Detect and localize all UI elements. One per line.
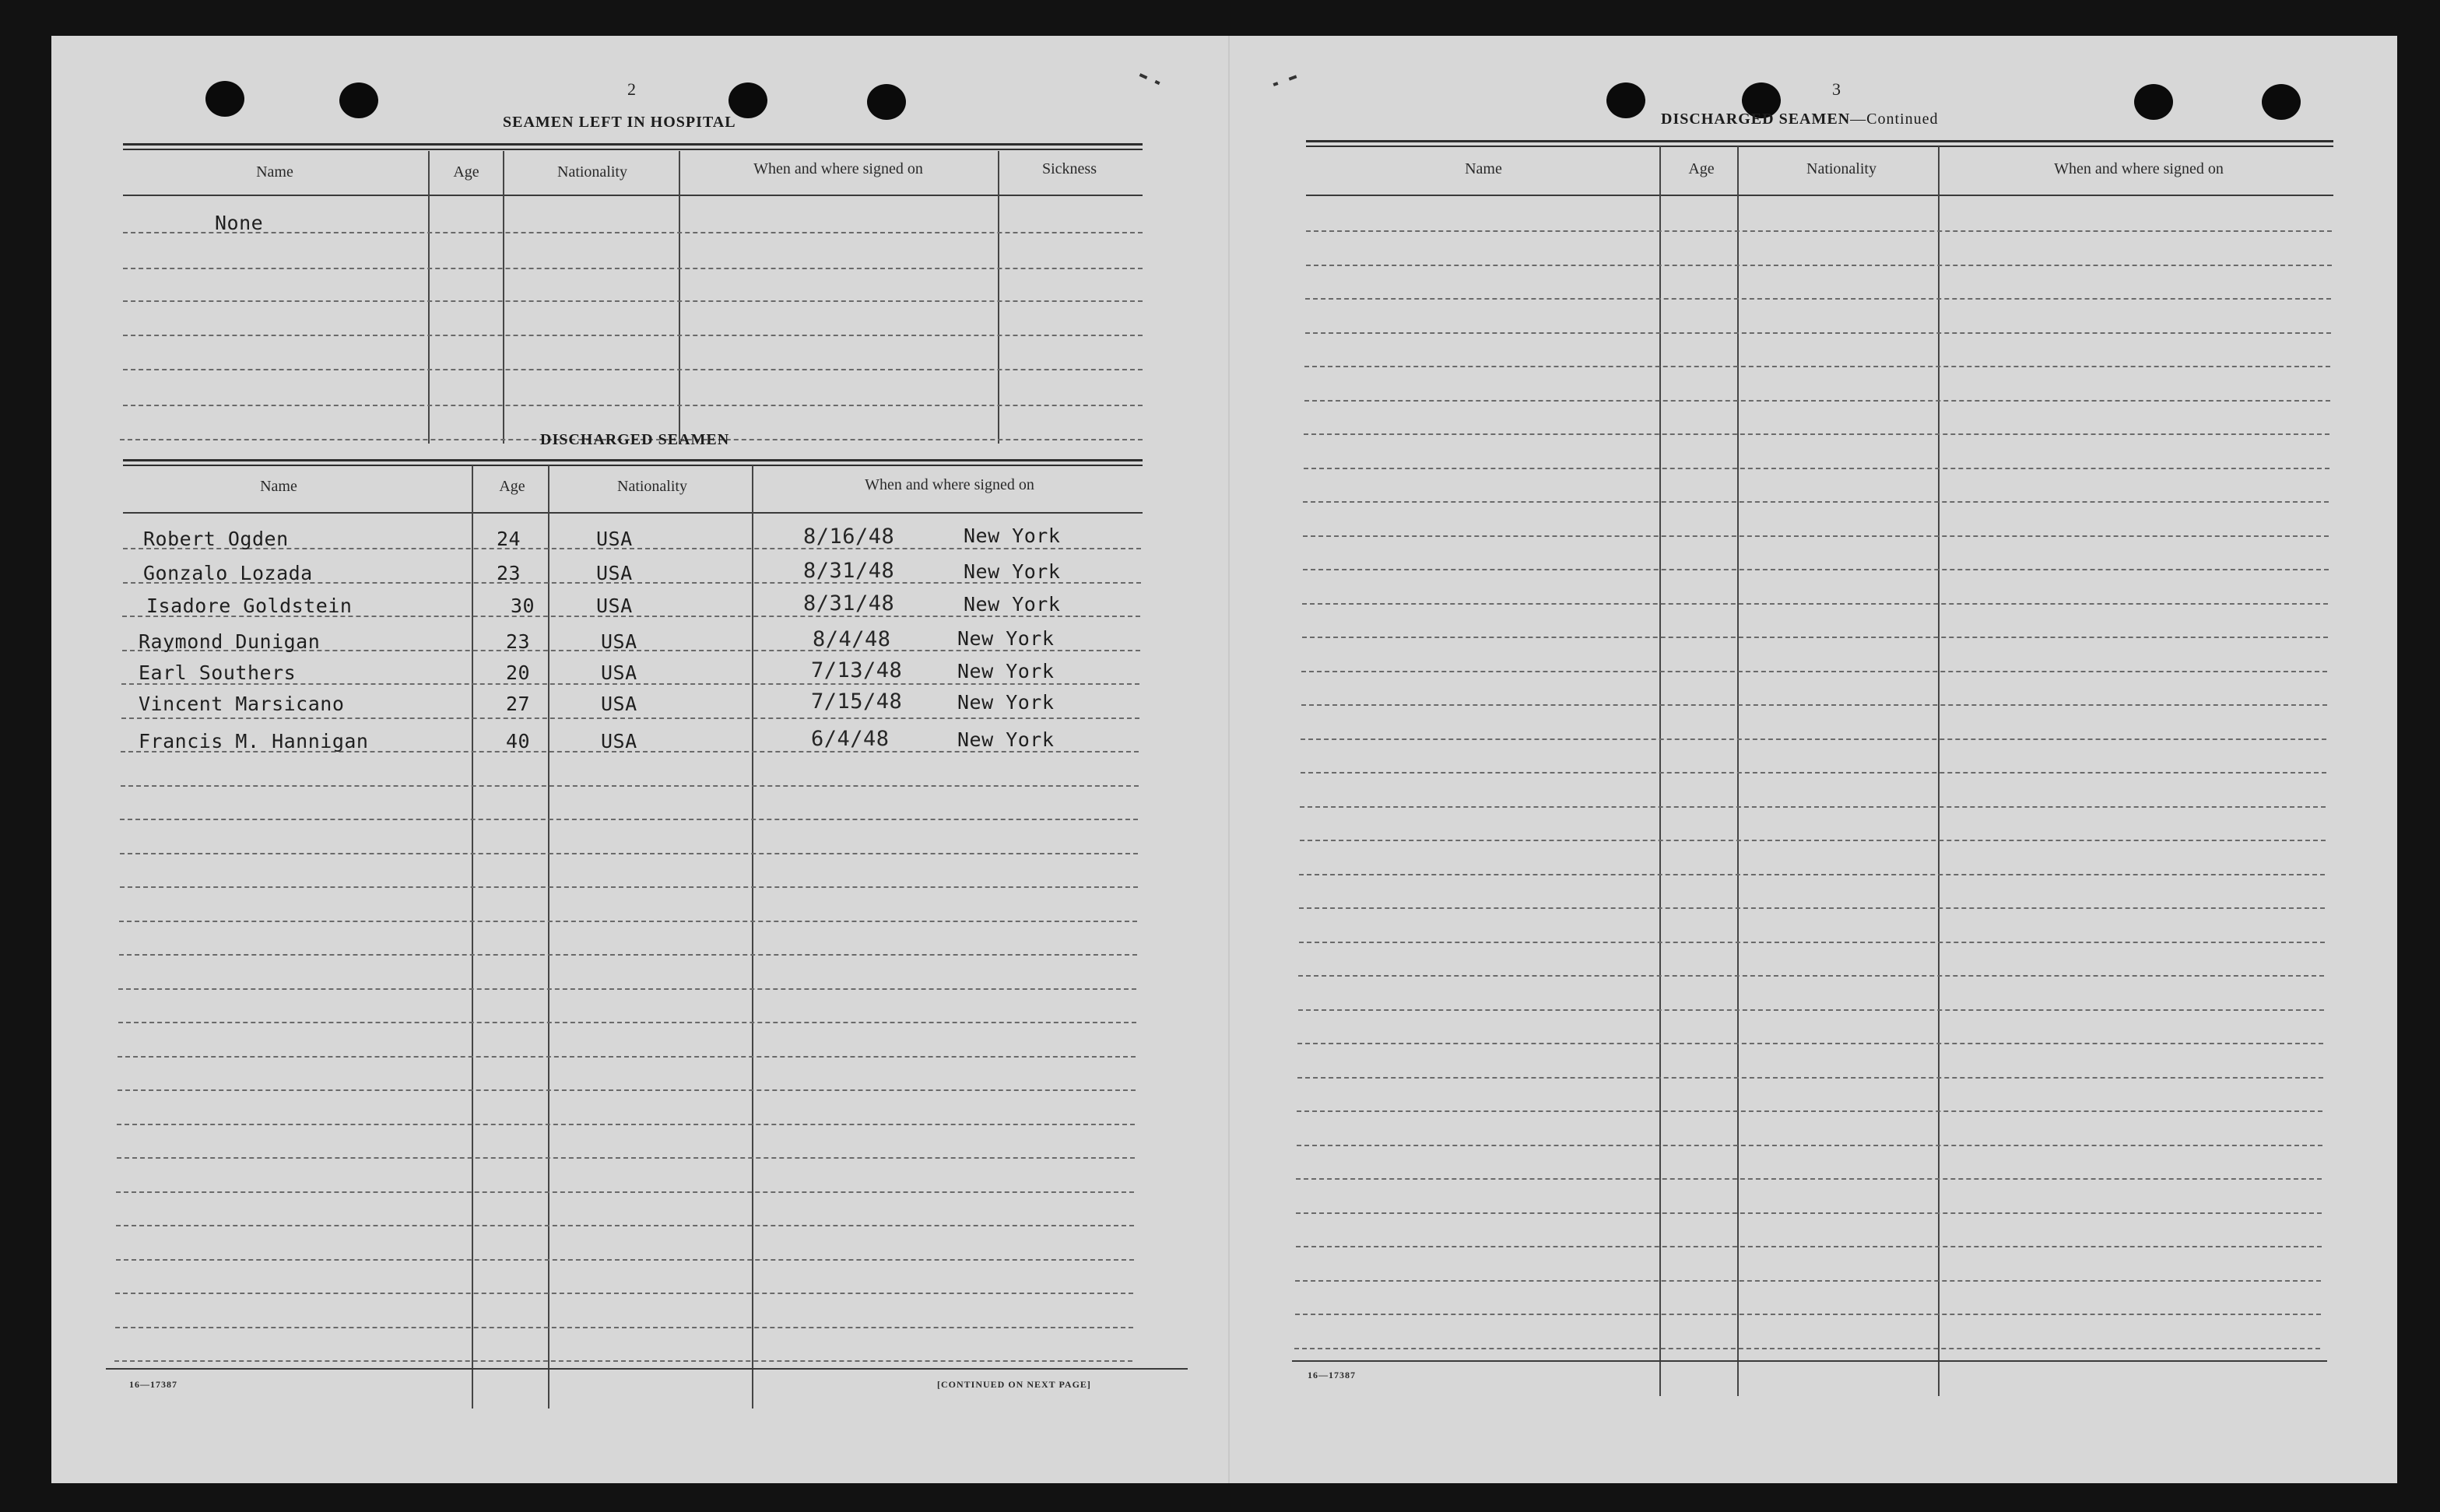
discharged-bottom-rule xyxy=(106,1368,1188,1370)
ruled-line xyxy=(1303,501,2329,503)
ruled-line xyxy=(1297,1043,2323,1044)
ruled-line xyxy=(1299,942,2325,943)
hospital-table-top-rule xyxy=(123,143,1143,150)
ruled-line xyxy=(1297,1145,2322,1146)
staple-mark xyxy=(1139,73,1148,79)
ruled-line xyxy=(1296,1246,2322,1247)
discharged-row-3-age: 30 xyxy=(511,595,535,617)
ruled-line xyxy=(116,1191,1134,1193)
right-header-age: Age xyxy=(1688,160,1715,177)
punch-hole xyxy=(339,82,378,118)
ruled-line xyxy=(1300,806,2326,808)
page-spine xyxy=(1228,36,1230,1483)
discharged-row-1-nationality: USA xyxy=(596,528,633,550)
ruled-line xyxy=(116,1225,1134,1226)
discharged-row-6-name: Vincent Marsicano xyxy=(139,693,345,715)
hospital-entry-none: None xyxy=(215,212,264,234)
discharged-row-7-nationality: USA xyxy=(601,730,637,752)
column-divider xyxy=(472,465,473,1409)
ruled-line xyxy=(118,1056,1136,1058)
punch-hole xyxy=(2262,84,2301,120)
ruled-line xyxy=(1301,738,2326,740)
discharged-row-1-place: New York xyxy=(964,524,1061,547)
ruled-line xyxy=(123,335,1143,336)
discharged-row-7-date: 6/4/48 xyxy=(811,727,890,751)
column-divider xyxy=(503,151,504,444)
discharged-row-7-age: 40 xyxy=(506,730,531,752)
right-bottom-rule xyxy=(1292,1360,2327,1362)
ruled-line xyxy=(1303,569,2329,570)
discharged-section-title: DISCHARGED SEAMEN xyxy=(540,431,730,448)
discharged-header-age: Age xyxy=(499,478,525,495)
discharged-row-1-name: Robert Ogden xyxy=(143,528,289,550)
discharged-header-rule xyxy=(123,512,1143,514)
ruled-line xyxy=(1296,1212,2322,1214)
ruled-line xyxy=(123,232,1143,233)
ruled-line xyxy=(121,785,1139,787)
ruled-line xyxy=(117,1124,1135,1125)
hospital-section-title: SEAMEN LEFT IN HOSPITAL xyxy=(503,114,736,131)
discharged-row-5-place: New York xyxy=(957,660,1055,682)
ruled-line xyxy=(1305,298,2331,300)
ruled-line xyxy=(1297,1077,2323,1079)
right-table-top-rule xyxy=(1306,140,2333,147)
ruled-line xyxy=(123,369,1143,370)
column-divider xyxy=(1737,146,1739,1396)
column-divider xyxy=(679,151,680,444)
ruled-line xyxy=(1301,671,2327,672)
ruled-line xyxy=(123,268,1143,269)
discharged-row-6-place: New York xyxy=(957,691,1055,714)
discharged-row-4-place: New York xyxy=(957,627,1055,650)
ruled-line xyxy=(1304,366,2330,367)
discharged-row-1-age: 24 xyxy=(497,528,521,550)
ruled-line xyxy=(115,1293,1133,1294)
ruled-line xyxy=(1299,874,2325,875)
ruled-line xyxy=(118,988,1136,990)
column-divider xyxy=(1659,146,1661,1396)
ruled-line xyxy=(114,1360,1132,1362)
ruled-line xyxy=(1301,772,2326,774)
right-header-signed-on: When and where signed on xyxy=(2054,160,2224,177)
ruled-line xyxy=(118,1022,1136,1023)
discharged-row-3-nationality: USA xyxy=(596,595,633,617)
ruled-line xyxy=(1304,433,2329,435)
ruled-line xyxy=(1301,704,2327,706)
discharged-row-6-nationality: USA xyxy=(601,693,637,715)
discharged-row-2-date: 8/31/48 xyxy=(803,559,895,583)
column-divider xyxy=(752,465,753,1409)
discharged-row-2-name: Gonzalo Lozada xyxy=(143,562,313,584)
discharged-row-7-place: New York xyxy=(957,728,1055,751)
page-number-left: 2 xyxy=(627,79,637,99)
ruled-line xyxy=(1306,265,2332,266)
discharged-row-5-age: 20 xyxy=(506,661,531,684)
discharged-row-5-name: Earl Southers xyxy=(139,661,297,684)
right-header-nationality: Nationality xyxy=(1806,160,1877,177)
right-header-name: Name xyxy=(1465,160,1502,177)
discharged-row-5-nationality: USA xyxy=(601,661,637,684)
ruled-line xyxy=(1297,1110,2322,1112)
staple-mark xyxy=(1273,82,1278,86)
ruled-line xyxy=(120,853,1138,854)
ruled-line xyxy=(1300,840,2326,841)
discharged-row-2-age: 23 xyxy=(497,562,521,584)
punch-hole xyxy=(867,84,906,120)
discharged-row-6-date: 7/15/48 xyxy=(811,689,903,714)
discharged-header-signed-on: When and where signed on xyxy=(865,476,1034,493)
ruled-line xyxy=(120,886,1138,888)
ruled-line xyxy=(1306,230,2332,232)
ruled-line xyxy=(123,300,1143,302)
column-divider xyxy=(548,465,549,1409)
discharged-continued-title xyxy=(1661,111,1939,128)
hospital-header-age: Age xyxy=(453,163,479,181)
punch-hole xyxy=(205,81,244,117)
discharged-row-1-date: 8/16/48 xyxy=(803,524,895,549)
discharged-row-4-name: Raymond Dunigan xyxy=(139,630,321,653)
discharged-row-4-date: 8/4/48 xyxy=(813,627,891,651)
discharged-row-4-nationality: USA xyxy=(601,630,637,653)
ruled-line xyxy=(1303,535,2329,537)
right-header-rule xyxy=(1306,195,2333,196)
discharged-row-6-age: 27 xyxy=(506,693,531,715)
continued-note: [CONTINUED ON NEXT PAGE] xyxy=(937,1379,1091,1390)
ruled-line xyxy=(1302,637,2328,638)
discharged-header-name: Name xyxy=(260,478,297,495)
ruled-line xyxy=(115,1327,1133,1328)
column-divider xyxy=(998,151,999,444)
ruled-line xyxy=(121,717,1139,719)
form-number-right: 16—17387 xyxy=(1308,1370,1356,1380)
form-number-left: 16—17387 xyxy=(129,1379,177,1390)
hospital-header-rule xyxy=(123,195,1143,196)
discharged-header-nationality: Nationality xyxy=(617,478,687,495)
ruled-line xyxy=(119,921,1137,922)
ruled-line xyxy=(1304,468,2329,469)
ruled-line xyxy=(120,819,1138,820)
hospital-header-nationality: Nationality xyxy=(557,163,627,181)
ruled-line xyxy=(1295,1314,2321,1315)
discharged-row-3-place: New York xyxy=(964,593,1061,616)
staple-mark xyxy=(1154,80,1160,85)
discharged-row-2-place: New York xyxy=(964,560,1061,583)
ruled-line xyxy=(117,1157,1135,1159)
ruled-line xyxy=(1295,1280,2321,1282)
ruled-line xyxy=(1304,400,2330,402)
ruled-line xyxy=(1302,603,2328,605)
ruled-line xyxy=(1298,975,2324,977)
ruled-line xyxy=(1299,907,2325,909)
ruled-line xyxy=(119,954,1137,956)
punch-hole xyxy=(2134,84,2173,120)
ruled-line xyxy=(123,405,1143,406)
discharged-row-4-age: 23 xyxy=(506,630,531,653)
hospital-header-sickness: Sickness xyxy=(1042,160,1097,177)
discharged-row-5-date: 7/13/48 xyxy=(811,658,903,682)
punch-hole xyxy=(1606,82,1645,118)
ruled-line xyxy=(1294,1348,2320,1349)
page-number-right: 3 xyxy=(1832,79,1841,99)
discharged-row-3-date: 8/31/48 xyxy=(803,591,895,616)
ruled-line xyxy=(116,1259,1134,1261)
ruled-line xyxy=(1296,1178,2322,1180)
hospital-header-signed-on: When and where signed on xyxy=(753,160,923,177)
column-divider xyxy=(428,151,430,444)
ruled-line xyxy=(1298,1009,2324,1011)
staple-mark xyxy=(1289,75,1297,80)
ruled-line xyxy=(118,1089,1136,1091)
discharged-table-top-rule xyxy=(123,459,1143,466)
column-divider xyxy=(1938,146,1940,1396)
document-sheet xyxy=(51,36,2397,1483)
discharged-row-3-name: Isadore Goldstein xyxy=(146,595,353,617)
title-continued: —Continued xyxy=(1850,111,1939,128)
discharged-row-7-name: Francis M. Hannigan xyxy=(139,730,369,752)
ruled-line xyxy=(1305,332,2331,334)
title-main: DISCHARGED SEAMEN xyxy=(1661,111,1851,128)
discharged-row-2-nationality: USA xyxy=(596,562,633,584)
hospital-header-name: Name xyxy=(256,163,293,181)
